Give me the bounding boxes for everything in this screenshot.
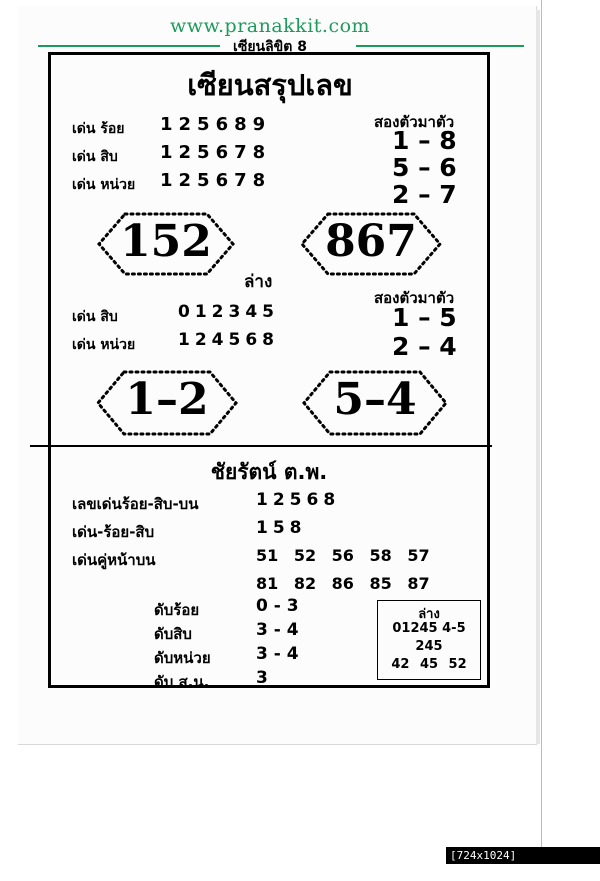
pair-lower-1: 1 – 5 xyxy=(392,303,457,332)
row-digits-tens: 125678 xyxy=(160,142,272,163)
lower-label-units: เด่น หน่วย xyxy=(72,337,136,353)
dub-label-3: ดับหน่วย xyxy=(154,649,211,667)
hex-number: 152 xyxy=(120,216,212,267)
dub-value-4: 3 xyxy=(256,668,268,688)
scan-edge-line xyxy=(541,0,542,864)
s2-value-3: 51 52 56 58 57 xyxy=(256,546,430,565)
lower-heading: ล่าง xyxy=(244,272,273,292)
dub-value-3: 3 - 4 xyxy=(256,644,299,664)
s2-value-1: 12568 xyxy=(256,490,341,510)
dub-label-1: ดับร้อย xyxy=(154,601,200,619)
s2-label-2: เด่น-ร้อย-สิบ xyxy=(72,523,155,541)
box-line-3: 42 45 52 xyxy=(391,657,467,672)
lower-digits-units: 124568 xyxy=(178,330,279,350)
s2-label-1: เลขเด่นร้อย-สิบ-บน xyxy=(72,495,199,513)
pairs-heading-upper: สองตัวมาตัว xyxy=(374,113,455,131)
row-label-hundreds: เด่น ร้อย xyxy=(72,121,125,137)
section-divider xyxy=(30,445,492,447)
dub-label-4: ดับ ส.น. xyxy=(154,673,210,691)
lower-numbers-box xyxy=(377,600,481,680)
row-label-units: เด่น หน่วย xyxy=(72,177,136,193)
row-label-tens: เด่น สิบ xyxy=(72,149,118,165)
main-title: เซียนสรุปเลข xyxy=(187,68,353,102)
lower-label-tens: เด่น สิบ xyxy=(72,309,118,325)
hex-badge-upper-left xyxy=(95,210,237,278)
dub-label-2: ดับสิบ xyxy=(154,625,192,643)
dub-value-2: 3 - 4 xyxy=(256,620,299,640)
s2-value-2: 158 xyxy=(256,518,307,538)
pair-lower-2: 2 – 4 xyxy=(392,332,457,361)
issue-title: เซียนลิขิต 8 xyxy=(233,39,307,55)
s2-extra-numbers: 81 82 86 85 87 xyxy=(256,574,430,593)
row-digits-hundreds: 125689 xyxy=(160,114,272,135)
hex-number: 5–4 xyxy=(333,374,417,425)
pair-upper-1: 1 – 8 xyxy=(392,126,457,155)
box-line-1: 01245 4-5 xyxy=(392,621,466,636)
hex-badge-upper-right xyxy=(298,210,444,278)
image-host-footer: [724x1024] http://upic.me/ xyxy=(446,847,600,864)
s2-label-3: เด่นคู่หน้าบน xyxy=(72,551,156,569)
pairs-heading-lower: สองตัวมาตัว xyxy=(374,289,455,307)
row-digits-units: 125678 xyxy=(160,170,272,191)
paper-edge-shadow xyxy=(536,10,540,744)
hex-number: 1–2 xyxy=(125,374,209,425)
dub-value-1: 0 - 3 xyxy=(256,596,299,616)
hex-badge-lower-left xyxy=(94,368,240,438)
box-title: ล่าง xyxy=(418,607,440,622)
box-line-2: 245 xyxy=(415,639,443,654)
pair-upper-2: 5 – 6 xyxy=(392,153,457,182)
lower-digits-tens: 012345 xyxy=(178,302,279,322)
site-url: www.pranakkit.com xyxy=(169,15,371,37)
hex-badge-lower-right xyxy=(300,368,450,438)
hex-number: 867 xyxy=(325,216,417,267)
pair-upper-3: 2 – 7 xyxy=(392,180,457,209)
section2-title: ชัยรัตน์ ต.พ. xyxy=(210,460,328,484)
